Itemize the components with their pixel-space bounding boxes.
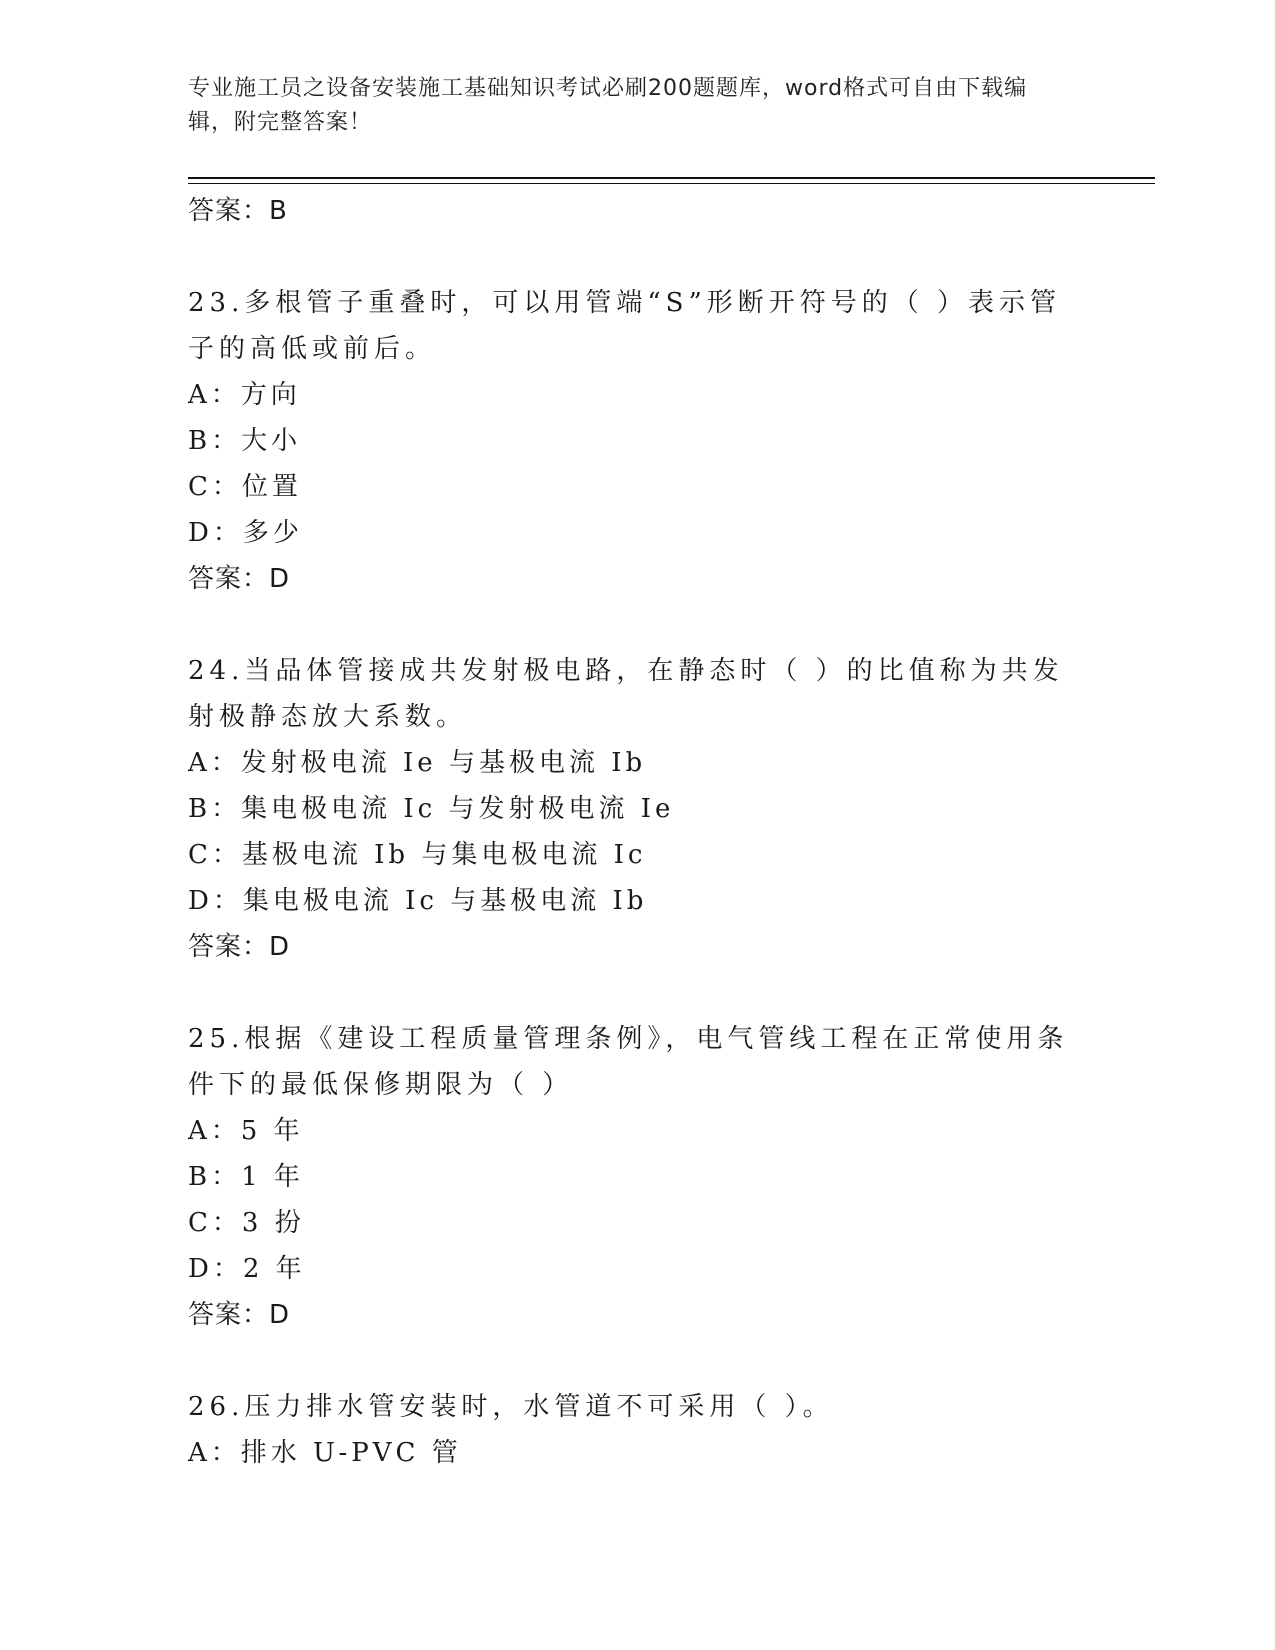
- option-a: A：5 年: [188, 1116, 304, 1146]
- option-a: A：发射极电流 Ie 与基极电流 Ib: [188, 748, 647, 778]
- option-b: B：集电极电流 Ic 与发射极电流 Ie: [188, 794, 675, 824]
- option-a: A：排水 U-PVC 管: [188, 1438, 462, 1468]
- question-block-25: [188, 1016, 1088, 1338]
- option-c: C：基极电流 Ib 与集电极电流 Ic: [188, 840, 647, 870]
- question-block-26: [188, 1384, 1088, 1476]
- question-text: 23.多根管子重叠时，可以用管端“S”形断开符号的（ ）表示管子的高低或前后。: [188, 288, 1062, 364]
- answer-line: 答案：D: [188, 564, 291, 594]
- header-divider-thin: [188, 183, 1155, 184]
- question-text: 24.当品体管接成共发射极电路，在静态时（ ）的比值称为共发射极静态放大系数。: [188, 656, 1064, 732]
- option-c: C：3 扮: [188, 1208, 305, 1238]
- question-block-24: [188, 648, 1088, 970]
- option-d: D：集电极电流 Ic 与基极电流 Ib: [188, 886, 648, 916]
- option-b: B：1 年: [188, 1162, 304, 1192]
- option-b: B：大小: [188, 426, 302, 456]
- question-list: [188, 188, 1088, 1476]
- option-a: A：方向: [188, 380, 301, 410]
- option-c: C：位置: [188, 472, 302, 502]
- question-block-23: [188, 280, 1088, 602]
- answer-line: 答案：B: [188, 196, 288, 226]
- header-divider-thick: [188, 177, 1155, 179]
- question-text: 26.压力排水管安装时，水管道不可采用（ ）。: [188, 1392, 834, 1422]
- answer-line: 答案：D: [188, 932, 291, 962]
- question-text: 25.根据《建设工程质量管理条例》，电气管线工程在正常使用条件下的最低保修期限为（ ）: [188, 1024, 1069, 1100]
- answer-line: 答案：D: [188, 1300, 291, 1330]
- option-d: D：多少: [188, 518, 303, 548]
- option-d: D：2 年: [188, 1254, 306, 1284]
- page-header: 专业施工员之设备安装施工基础知识考试必刷200题题库，word格式可自由下载编辑，附完整答案！: [188, 76, 1028, 135]
